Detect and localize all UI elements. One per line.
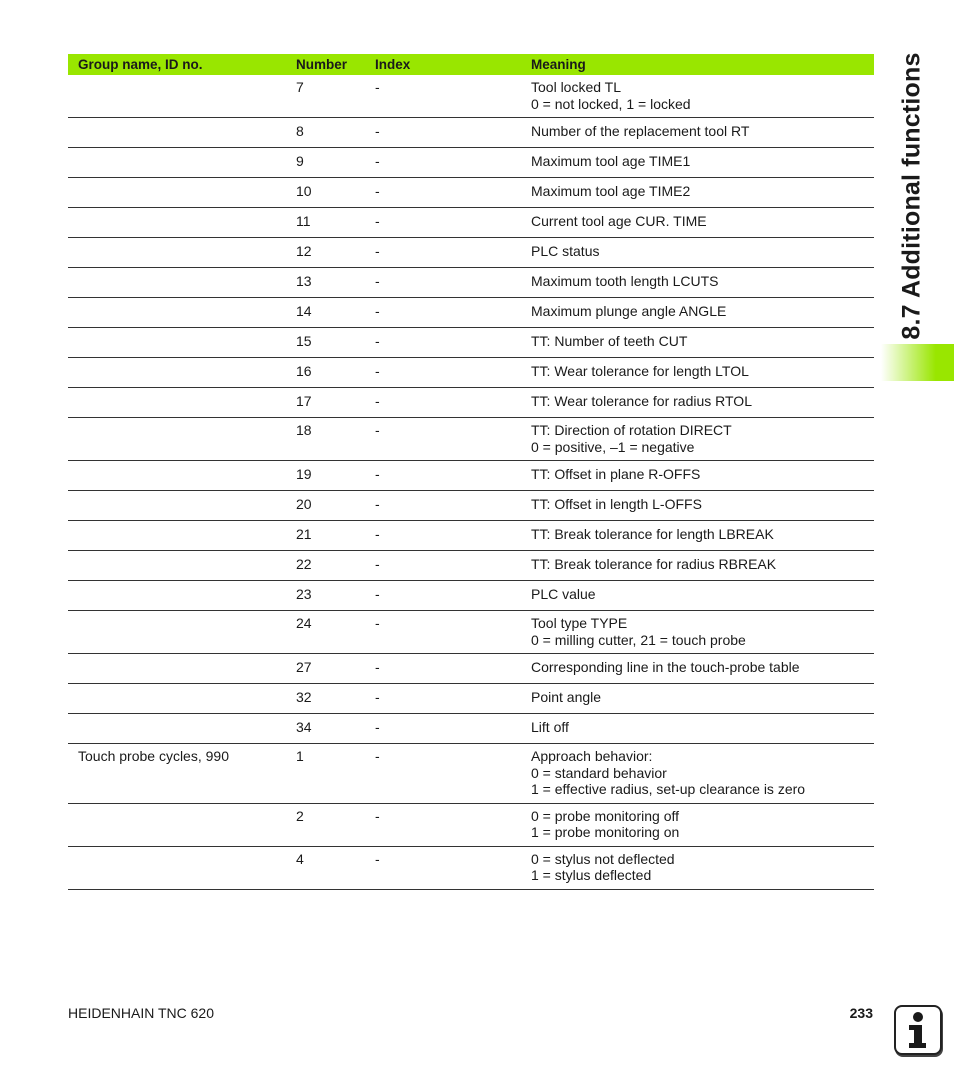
- cell-meaning: [531, 148, 874, 178]
- cell-meaning: [531, 654, 874, 684]
- cell-index: [375, 148, 531, 178]
- cell-number-text: 32: [296, 689, 312, 705]
- cell-number-text: 20: [296, 496, 312, 512]
- cell-number-text: 15: [296, 333, 312, 349]
- cell-number: [296, 744, 375, 804]
- cell-index: [375, 328, 531, 358]
- cell-index: [375, 238, 531, 268]
- cell-number: [296, 846, 375, 889]
- cell-number: [296, 581, 375, 611]
- cell-meaning: [531, 328, 874, 358]
- cell-number: [296, 491, 375, 521]
- table-row: [68, 714, 874, 744]
- cell-index-text: -: [375, 496, 380, 512]
- cell-index: [375, 581, 531, 611]
- meaning-line: Lift off: [531, 719, 569, 735]
- meaning-line: 0 = positive, –1 = negative: [531, 438, 695, 455]
- cell-meaning: [531, 803, 874, 846]
- meaning-line: Maximum tooth length LCUTS: [531, 273, 719, 289]
- cell-meaning: [531, 611, 874, 654]
- cell-group-text: [78, 75, 296, 84]
- cell-group-text: [78, 611, 296, 620]
- cell-number: [296, 521, 375, 551]
- cell-group-text: [78, 268, 296, 278]
- cell-index-text: -: [375, 689, 380, 705]
- cell-group-text: [78, 684, 296, 694]
- header-meaning: Meaning: [531, 54, 874, 75]
- cell-meaning: [531, 846, 874, 889]
- cell-number: [296, 208, 375, 238]
- meaning-line: 0 = standard behavior: [531, 764, 667, 781]
- footer-page-number: 233: [849, 1005, 873, 1021]
- cell-meaning: [531, 551, 874, 581]
- cell-number: [296, 75, 375, 118]
- cell-number: [296, 611, 375, 654]
- cell-group: [68, 461, 296, 491]
- table-row: [68, 611, 874, 654]
- table-row: [68, 388, 874, 418]
- table-body: [68, 75, 874, 889]
- cell-group: [68, 328, 296, 358]
- cell-number-text: 27: [296, 659, 312, 675]
- cell-number-text: 17: [296, 393, 312, 409]
- cell-number-text: 34: [296, 719, 312, 735]
- table-row: [68, 744, 874, 804]
- cell-group-text: [78, 148, 296, 158]
- cell-index-text: -: [375, 183, 380, 199]
- cell-group: [68, 803, 296, 846]
- cell-index: [375, 521, 531, 551]
- info-icon: [894, 1005, 942, 1055]
- table-row: [68, 521, 874, 551]
- cell-meaning: [531, 744, 874, 804]
- table-row: [68, 238, 874, 268]
- cell-index: [375, 684, 531, 714]
- cell-number: [296, 328, 375, 358]
- meaning-line: 0 = stylus not deflected: [531, 850, 675, 867]
- table-row: [68, 551, 874, 581]
- cell-group-text: [78, 118, 296, 128]
- cell-group: [68, 208, 296, 238]
- cell-meaning: [531, 581, 874, 611]
- cell-number-text: 21: [296, 526, 312, 542]
- cell-index: [375, 461, 531, 491]
- cell-group-text: [78, 521, 296, 531]
- cell-meaning: [531, 358, 874, 388]
- cell-group-text: [78, 238, 296, 248]
- cell-index: [375, 714, 531, 744]
- cell-number-text: 8: [296, 123, 304, 139]
- cell-index-text: -: [375, 243, 380, 259]
- cell-group-text: Touch probe cycles, 990: [78, 748, 229, 764]
- cell-number-text: 7: [296, 79, 304, 95]
- cell-number-text: 24: [296, 615, 312, 631]
- cell-index-text: -: [375, 526, 380, 542]
- meaning-line: Corresponding line in the touch-probe table: [531, 659, 800, 675]
- cell-index: [375, 388, 531, 418]
- cell-index-text: -: [375, 363, 380, 379]
- table-row: [68, 298, 874, 328]
- table-row: [68, 581, 874, 611]
- cell-group-text: [78, 491, 296, 501]
- cell-group-text: [78, 178, 296, 188]
- cell-number: [296, 358, 375, 388]
- cell-number: [296, 268, 375, 298]
- cell-index-text: -: [375, 153, 380, 169]
- cell-number-text: 23: [296, 586, 312, 602]
- cell-group: [68, 654, 296, 684]
- meaning-line: Tool locked TL: [531, 79, 622, 95]
- chapter-title-text: 8.7 Additional functions: [897, 52, 926, 340]
- cell-number-text: 13: [296, 273, 312, 289]
- table-row: [68, 461, 874, 491]
- cell-number: [296, 714, 375, 744]
- meaning-line: 1 = probe monitoring on: [531, 824, 680, 840]
- meaning-line: TT: Direction of rotation DIRECT: [531, 422, 732, 438]
- cell-group-text: [78, 328, 296, 338]
- header-index: Index: [375, 54, 531, 75]
- table-row: [68, 418, 874, 461]
- cell-number-text: 19: [296, 466, 312, 482]
- cell-index-text: -: [375, 333, 380, 349]
- cell-index-text: -: [375, 586, 380, 602]
- meaning-line: TT: Wear tolerance for length LTOL: [531, 363, 749, 379]
- cell-number-text: 14: [296, 303, 312, 319]
- cell-number-text: 10: [296, 183, 312, 199]
- meaning-line: Maximum tool age TIME2: [531, 183, 691, 199]
- cell-index-text: -: [375, 807, 380, 824]
- cell-index-text: -: [375, 719, 380, 735]
- table-row: [68, 75, 874, 118]
- cell-group-text: [78, 388, 296, 398]
- cell-number: [296, 551, 375, 581]
- cell-index: [375, 551, 531, 581]
- cell-number: [296, 148, 375, 178]
- cell-number-text: 9: [296, 153, 304, 169]
- cell-group: [68, 714, 296, 744]
- meaning-line: Tool type TYPE: [531, 615, 628, 631]
- cell-index: [375, 846, 531, 889]
- cell-number-text: 22: [296, 556, 312, 572]
- cell-index: [375, 418, 531, 461]
- cell-meaning: [531, 208, 874, 238]
- cell-group-text: [78, 551, 296, 561]
- cell-number-text: 18: [296, 422, 312, 438]
- cell-number-text: 4: [296, 850, 304, 867]
- meaning-line: Current tool age CUR. TIME: [531, 213, 707, 229]
- cell-group: [68, 611, 296, 654]
- cell-group: [68, 418, 296, 461]
- cell-number: [296, 238, 375, 268]
- cell-group: [68, 684, 296, 714]
- table-row: [68, 268, 874, 298]
- cell-meaning: [531, 461, 874, 491]
- meaning-line: TT: Offset in plane R-OFFS: [531, 466, 701, 482]
- cell-number: [296, 118, 375, 148]
- table-row: [68, 178, 874, 208]
- table-row: [68, 208, 874, 238]
- cell-number: [296, 654, 375, 684]
- cell-number-text: 16: [296, 363, 312, 379]
- cell-index-text: -: [375, 422, 380, 438]
- meaning-line: Approach behavior:: [531, 748, 653, 764]
- cell-meaning: [531, 491, 874, 521]
- meaning-line: 0 = probe monitoring off: [531, 807, 680, 824]
- cell-group-text: [78, 847, 296, 856]
- cell-meaning: [531, 178, 874, 208]
- cell-index-text: -: [375, 659, 380, 675]
- cell-group-text: [78, 581, 296, 591]
- cell-group-text: [78, 358, 296, 368]
- meaning-line: TT: Wear tolerance for radius RTOL: [531, 393, 752, 409]
- cell-number: [296, 388, 375, 418]
- table-row: [68, 358, 874, 388]
- cell-group: [68, 298, 296, 328]
- table-row: [68, 654, 874, 684]
- cell-number: [296, 178, 375, 208]
- cell-group: [68, 268, 296, 298]
- meaning-line: PLC value: [531, 586, 596, 602]
- cell-group: [68, 118, 296, 148]
- cell-group-text: [78, 298, 296, 308]
- cell-group: [68, 148, 296, 178]
- cell-group-text: [78, 418, 296, 427]
- cell-index-text: -: [375, 850, 380, 867]
- meaning-line: Number of the replacement tool RT: [531, 123, 750, 139]
- cell-number-text: 2: [296, 807, 304, 824]
- meaning-line: Maximum tool age TIME1: [531, 153, 691, 169]
- cell-number: [296, 684, 375, 714]
- cell-group-text: [78, 654, 296, 664]
- cell-meaning: [531, 521, 874, 551]
- cell-number: [296, 298, 375, 328]
- cell-index: [375, 208, 531, 238]
- cell-group: [68, 744, 296, 804]
- cell-group-text: [78, 804, 296, 813]
- table-row: [68, 684, 874, 714]
- table-row: [68, 846, 874, 889]
- header-number: Number: [296, 54, 375, 75]
- cell-group: [68, 581, 296, 611]
- meaning-line: TT: Number of teeth CUT: [531, 333, 688, 349]
- cell-meaning: [531, 418, 874, 461]
- meaning-line: PLC status: [531, 243, 600, 259]
- cell-group-text: [78, 461, 296, 471]
- table-row: [68, 328, 874, 358]
- cell-index-text: -: [375, 615, 380, 631]
- cell-index: [375, 75, 531, 118]
- cell-number: [296, 803, 375, 846]
- cell-index-text: -: [375, 748, 380, 764]
- cell-number: [296, 418, 375, 461]
- meaning-line: 0 = not locked, 1 = locked: [531, 95, 691, 112]
- cell-group: [68, 238, 296, 268]
- header-group: Group name, ID no.: [68, 54, 296, 75]
- info-glyph: [896, 1007, 940, 1053]
- cell-index-text: -: [375, 79, 380, 95]
- meaning-line: 0 = milling cutter, 21 = touch probe: [531, 631, 746, 648]
- cell-number-text: 1: [296, 748, 304, 764]
- cell-group-text: [78, 208, 296, 218]
- meaning-line: Maximum plunge angle ANGLE: [531, 303, 727, 319]
- chapter-tab-marker: [881, 344, 954, 381]
- cell-meaning: [531, 388, 874, 418]
- cell-group: [68, 358, 296, 388]
- cell-index: [375, 491, 531, 521]
- cell-meaning: [531, 238, 874, 268]
- cell-index-text: -: [375, 556, 380, 572]
- cell-meaning: [531, 268, 874, 298]
- cell-index: [375, 803, 531, 846]
- meaning-line: TT: Offset in length L-OFFS: [531, 496, 702, 512]
- cell-index-text: -: [375, 466, 380, 482]
- meaning-line: TT: Break tolerance for length LBREAK: [531, 526, 774, 542]
- cell-number-text: 12: [296, 243, 312, 259]
- cell-index: [375, 298, 531, 328]
- cell-index: [375, 611, 531, 654]
- table-row: [68, 148, 874, 178]
- cell-index-text: -: [375, 123, 380, 139]
- cell-group: [68, 846, 296, 889]
- meaning-line: Point angle: [531, 689, 602, 705]
- cell-number-text: 11: [296, 213, 311, 229]
- meaning-line: TT: Break tolerance for radius RBREAK: [531, 556, 777, 572]
- cell-meaning: [531, 684, 874, 714]
- cell-index: [375, 118, 531, 148]
- cell-group: [68, 75, 296, 118]
- cell-index-text: -: [375, 393, 380, 409]
- cell-index: [375, 178, 531, 208]
- cell-meaning: [531, 75, 874, 118]
- cell-meaning: [531, 714, 874, 744]
- cell-group: [68, 491, 296, 521]
- table-row: [68, 803, 874, 846]
- cell-group: [68, 521, 296, 551]
- cell-meaning: [531, 298, 874, 328]
- cell-group-text: [78, 714, 296, 724]
- meaning-line: 1 = effective radius, set-up clearance is zero: [531, 781, 806, 797]
- cell-index-text: -: [375, 303, 380, 319]
- parameter-table: [68, 54, 874, 890]
- cell-index: [375, 654, 531, 684]
- cell-group: [68, 551, 296, 581]
- table-row: [68, 118, 874, 148]
- cell-index-text: -: [375, 213, 380, 229]
- cell-group: [68, 388, 296, 418]
- footer-document-title: HEIDENHAIN TNC 620: [68, 1005, 215, 1021]
- cell-meaning: [531, 118, 874, 148]
- table-row: [68, 491, 874, 521]
- meaning-line: 1 = stylus deflected: [531, 867, 652, 883]
- cell-number: [296, 461, 375, 491]
- table-header: [68, 54, 874, 75]
- cell-index-text: -: [375, 273, 380, 289]
- cell-index: [375, 358, 531, 388]
- cell-index: [375, 744, 531, 804]
- cell-index: [375, 268, 531, 298]
- cell-group: [68, 178, 296, 208]
